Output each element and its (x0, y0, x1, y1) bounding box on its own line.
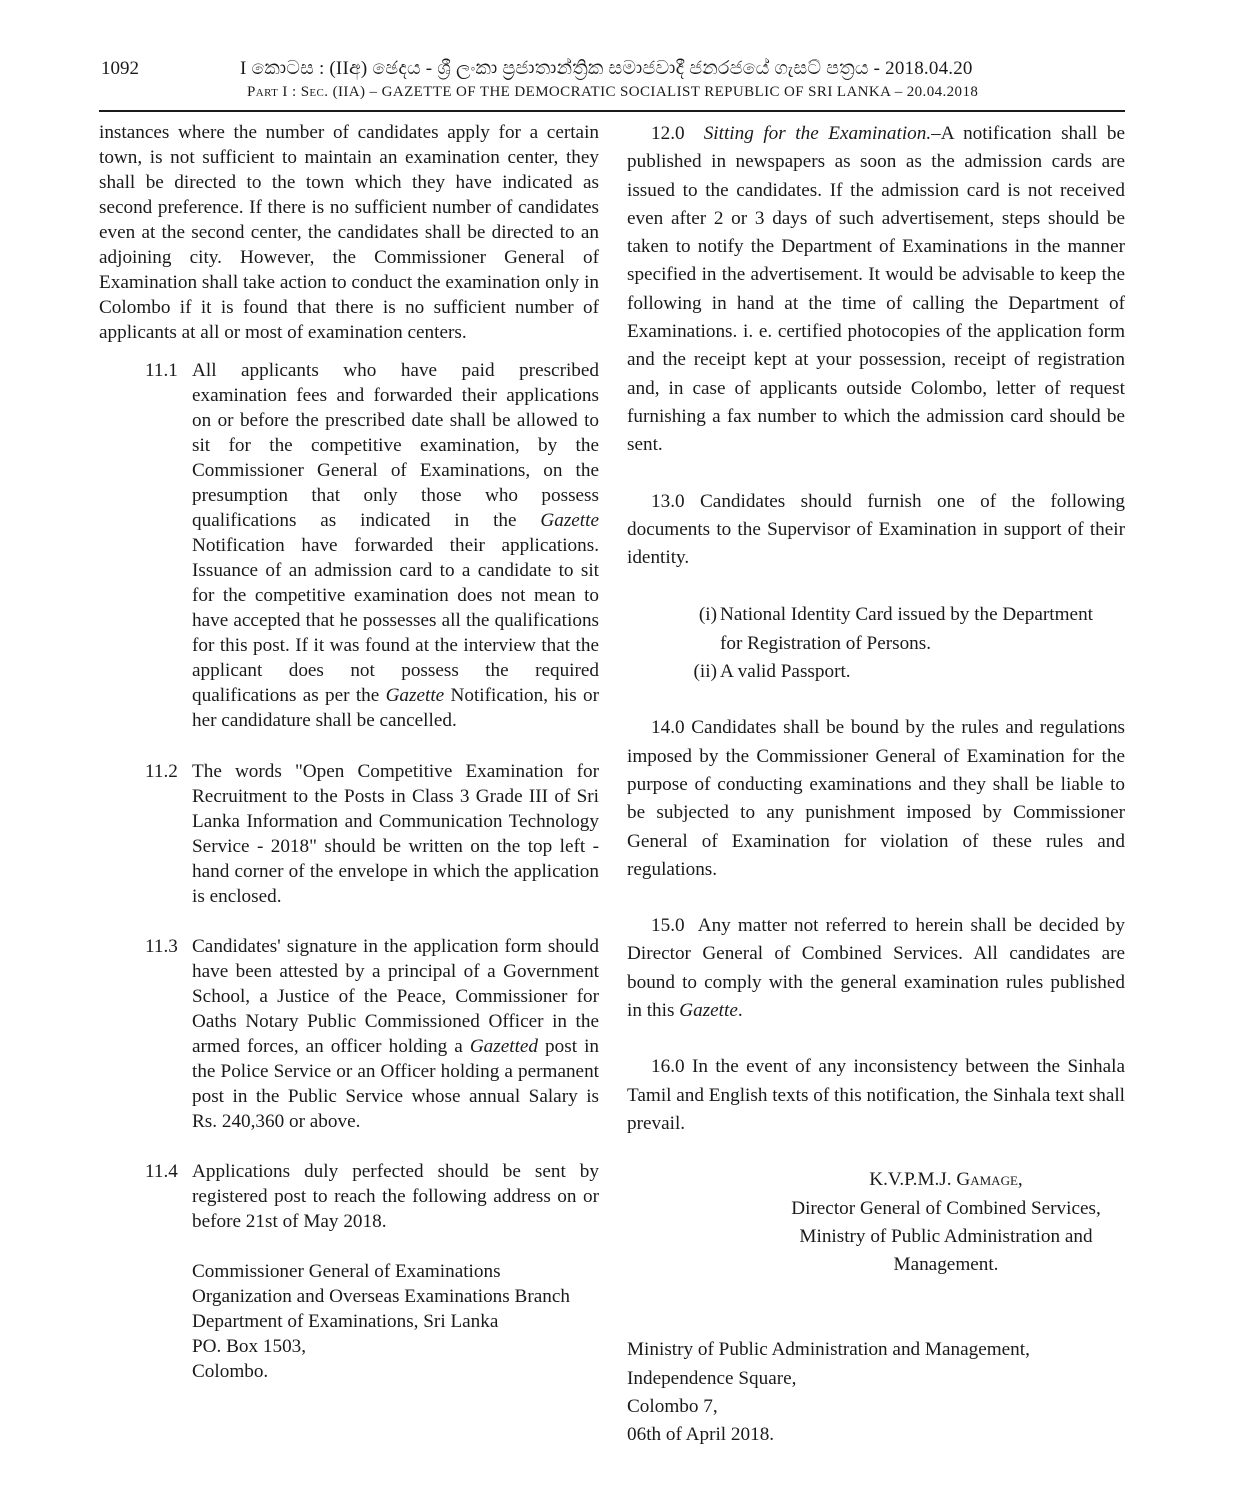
clause-text-part: Candidates' signature in the application form should have been attested by a principal of a Government School, a Justice of the Peace, Commissioner for Oaths Notary Public Commissioned Officer in the armed forces, an officer holding a (192, 936, 599, 1057)
address-line: Department of Examinations, Sri Lanka (192, 1311, 499, 1332)
section-14 (627, 714, 1125, 884)
section-number: 15.0 (651, 915, 685, 937)
header-title-english (247, 84, 978, 101)
signatory-suffix: , (1017, 1169, 1023, 1191)
section-text: . (737, 1000, 743, 1022)
clause-number: 11.1 (145, 360, 178, 381)
signatory-initials: K.V.P.M.J. (869, 1169, 957, 1191)
clause-number: 11.2 (145, 761, 178, 782)
address-line: Ministry of Public Administration and Management, (627, 1339, 1030, 1361)
section-text: Candidates should furnish one of the following documents to the Supervisor of Examination in support of their identity. (627, 490, 1126, 569)
list-item-number: (ii) (693, 661, 717, 683)
clause-11-4 (99, 1159, 599, 1234)
clause-11-1 (99, 358, 599, 733)
intro-paragraph: instances where the number of candidates apply for a certain town, is not sufficient to maintain an examination center, they shall be directed to the town which they have indicated as second preference. If there is no sufficient number of candidates even at the second center, the candidates shall be directed to an adjoining city. However, the Commissioner General of Examination shall take action to conduct the examination only in Colombo if it is found that there is no sufficient number of applicants at all or most of examination centers. (99, 122, 599, 343)
left-column (99, 120, 599, 1384)
section-text: In the event of any inconsistency between the Sinhala Tamil and English texts of this notification, the Sinhala text shall prevail. (627, 1056, 1126, 1134)
header-title-sinhala: I කොටස : (IIඅ) ඡෙදය - ශ්‍රී ලංකා ප්‍රජාතාන්ත්‍රික සමාජවාදී ජනරජයේ ගැසට් පත්‍රය - 2018.04.20 (240, 58, 973, 79)
issue-date: 06th of April 2018. (627, 1424, 775, 1446)
address-line: Colombo 7, (627, 1395, 718, 1417)
clause-text-italic: Gazette (385, 685, 445, 706)
section-text: A notification shall be published in newspapers as soon as the admission cards are issued to the candidates. If the admission card is not received even after 2 or 3 days of such advertisement, steps should be taken to notify the Department of Examinations in the manner specified in the advertisement. It would be advisable to keep the following in hand at the time of calling the Department of Examinations. i. e. certified photocopies of the application form and the receipt kept at your possession, receipt of registration and, in case of applicants outside Colombo, letter of request furnishing a fax number to which the admission card should be sent. (627, 123, 1125, 456)
address-line: Commissioner General of Examinations (192, 1261, 501, 1282)
section-text: Any matter not referred to herein shall be decided by Director General of Combined Services. All candidates are bound to comply with the general examination rules published in this (627, 915, 1125, 1022)
list-item-text: A valid Passport. (720, 661, 851, 683)
section-number: 13.0 (651, 490, 685, 512)
right-column (627, 120, 1125, 1450)
clause-11-3 (99, 934, 599, 1134)
list-item-text: for Registration of Persons. (720, 632, 932, 654)
list-item-number: (i) (698, 604, 717, 626)
signatory-name (747, 1166, 1145, 1194)
section-number: 16.0 (651, 1056, 685, 1078)
list-item (627, 658, 1125, 686)
signatory-ministry: Ministry of Public Administration and (799, 1225, 1093, 1247)
clause-number: 11.3 (145, 936, 178, 957)
page-number: 1092 (101, 58, 139, 79)
address-line: PO. Box 1503, (192, 1336, 307, 1357)
section-text-italic: Gazette (679, 1000, 738, 1022)
section-16 (627, 1053, 1125, 1138)
section-heading: Sitting for the Examination. (703, 123, 932, 144)
section-number: 14.0 (651, 717, 685, 739)
clause-11-2 (99, 759, 599, 909)
clause-text: The words "Open Competitive Examination for Recruitment to the Posts in Class 3 Grade III of Sri Lanka Information and Communication Technology Service - 2018" should be written on the top left - hand corner of the envelope in which the application is enclosed. (192, 761, 599, 907)
mailing-address (99, 1259, 599, 1384)
identity-documents-list (627, 601, 1125, 686)
clause-text-part: All applicants who have paid prescribed examination fees and forwarded their applications on or before the prescribed date shall be allowed to sit for the competitive examination, by the Commissioner General of Examinations, on the presumption that only those who possess qualifications as indicated in the (192, 360, 599, 531)
address-line: Colombo. (192, 1361, 269, 1382)
header-title-english-text: Part I : Sec. (IIA) – GAZETTE OF THE DEMOCRATIC SOCIALIST REPUBLIC OF SRI LANKA – 20.04.2018 (247, 84, 979, 100)
clause-text-part: Notification, his or her candidature shall be cancelled. (192, 685, 600, 731)
section-15 (627, 912, 1125, 1025)
signatory-surname: Gamage (956, 1169, 1018, 1191)
signatory-title: Director General of Combined Services, (791, 1197, 1101, 1219)
clause-text (192, 934, 599, 1134)
clause-text-italic: Gazetted (469, 1036, 539, 1057)
section-dash: – (931, 123, 941, 144)
signatory-ministry-cont: Management. (893, 1254, 999, 1276)
address-line: Independence Square, (627, 1367, 797, 1389)
header-divider (99, 110, 1125, 112)
clause-number: 11.4 (145, 1161, 178, 1182)
list-item-text: National Identity Card issued by the Department (720, 604, 1093, 626)
section-text: Candidates shall be bound by the rules and regulations imposed by the Commissioner General of Examination for the purpose of conducting examinations and they shall be liable to be subjected to any punishment imposed by Commissioner General of Examination for violation of these rules and regulations. (627, 717, 1126, 880)
clause-text-italic: Gazette (540, 510, 599, 531)
issuing-address (627, 1336, 1125, 1449)
section-13 (627, 488, 1125, 573)
section-12 (627, 120, 1125, 460)
section-number: 12.0 (651, 123, 685, 144)
clause-text-part: post in the Police Service or an Officer holding a permanent post in the Public Service whose annual Salary is Rs. 240,360 or above. (192, 1036, 599, 1132)
signature-block (747, 1166, 1145, 1279)
clause-text (192, 358, 599, 733)
list-item (627, 601, 1125, 658)
clause-text: Applications duly perfected should be sent by registered post to reach the following address on or before 21st of May 2018. (192, 1161, 599, 1232)
clause-text-part: Notification have forwarded their applications. Issuance of an admission card to a candidate to sit for the competitive examination does not mean to have accepted that he possesses all the qualifications for this post. If it was found at the interview that the applicant does not possess the required qualifications as per the (192, 535, 599, 706)
address-line: Organization and Overseas Examinations Branch (192, 1286, 570, 1307)
